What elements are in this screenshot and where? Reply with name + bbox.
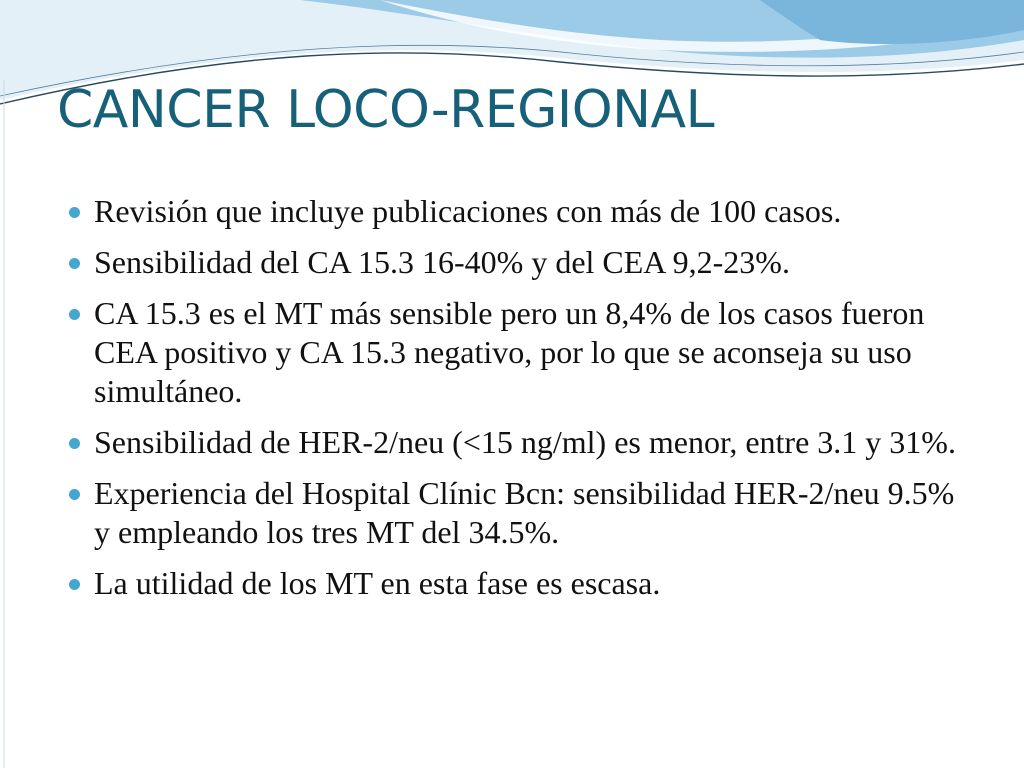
bullet-dot-icon	[69, 489, 80, 500]
list-item	[60, 564, 960, 603]
slide-title: CANCER LOCO-REGIONAL	[57, 80, 715, 140]
bullet-dot-icon	[69, 579, 80, 590]
bullet-text: CA 15.3 es el MT más sensible pero un 8,4% de los casos fueron CEA positivo y CA 15.3 negativo, por lo que se aconseja su uso simultáneo.	[94, 295, 925, 409]
bullet-text: Sensibilidad de HER-2/neu (<15 ng/ml) es menor, entre 3.1 y 31%.	[94, 424, 956, 460]
bullet-dot-icon	[69, 438, 80, 449]
bullet-dot-icon	[69, 309, 80, 320]
list-item	[60, 423, 960, 462]
bullet-dot-icon	[69, 207, 80, 218]
list-item	[60, 243, 960, 282]
bullet-text: Experiencia del Hospital Clínic Bcn: sensibilidad HER-2/neu 9.5% y empleando los tres MT del 34.5%.	[94, 475, 955, 550]
list-item	[60, 474, 960, 552]
list-item	[60, 294, 960, 411]
bullet-text: La utilidad de los MT en esta fase es escasa.	[94, 565, 661, 601]
bullet-text: Sensibilidad del CA 15.3 16-40% y del CEA 9,2-23%.	[94, 244, 790, 280]
bullet-dot-icon	[69, 258, 80, 269]
list-item	[60, 192, 960, 231]
bullet-text: Revisión que incluye publicaciones con más de 100 casos.	[94, 193, 842, 229]
bullet-list	[60, 192, 960, 615]
